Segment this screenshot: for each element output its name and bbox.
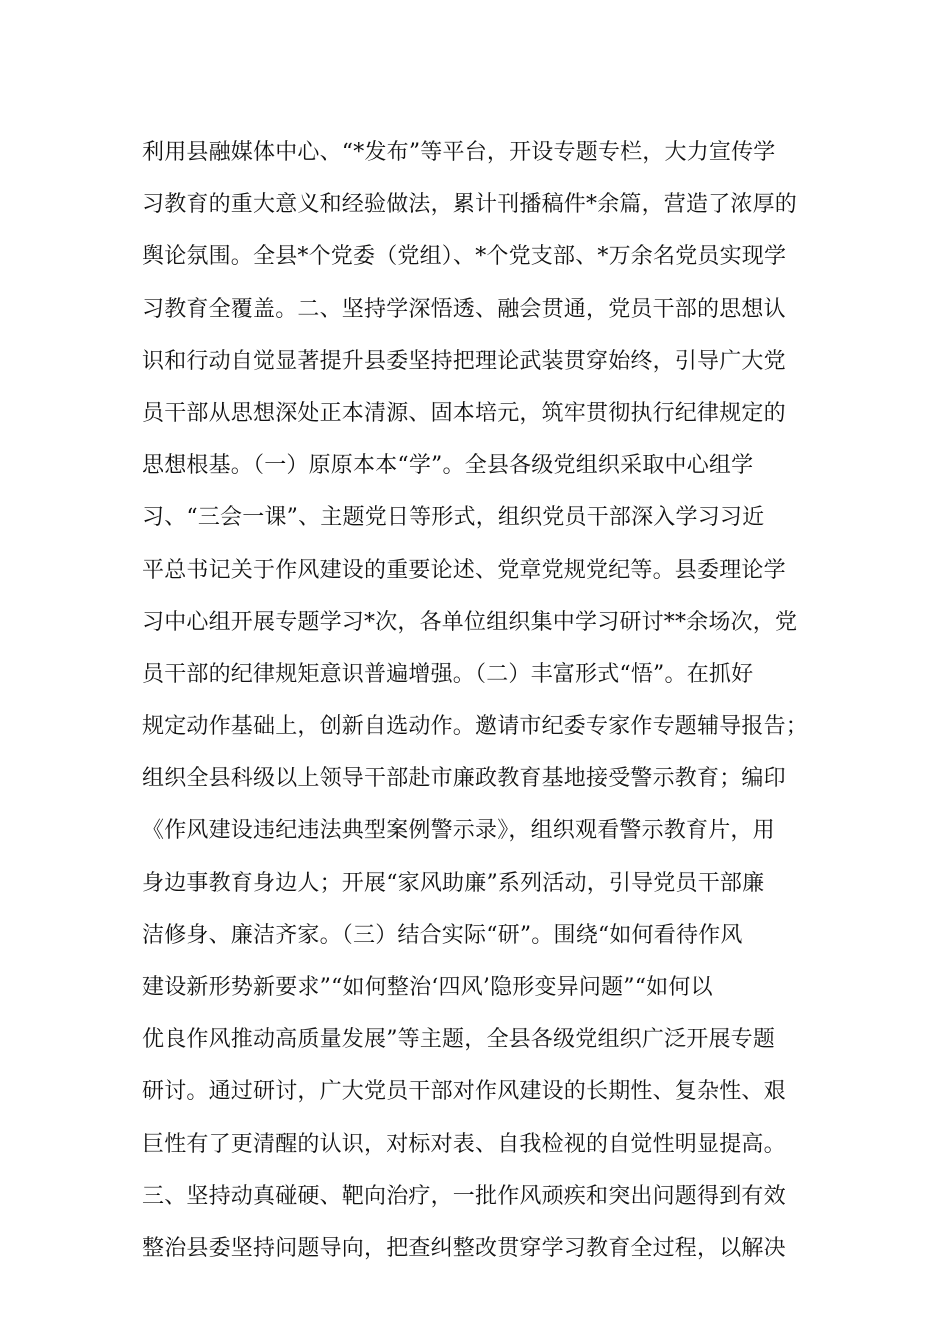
text-line: 利用县融媒体中心、“*发布”等平台，开设专题专栏，大力宣传学 xyxy=(142,140,776,165)
text-line: 习、“三会一课”、主题党日等形式，组织党员干部深入学习习近 xyxy=(142,505,765,531)
text-line: 规定动作基础上，创新自选动作。邀请市纪委专家作专题辅导报告； xyxy=(142,714,809,740)
text-line: 洁修身、廉洁齐家。（三）结合实际“研”。围绕“如何看待作风 xyxy=(142,922,743,948)
text-line: 三、坚持动真碰硬、靶向治疗，一批作风顽疾和突出问题得到有效 xyxy=(142,1183,786,1209)
text-line: 平总书记关于作风建设的重要论述、党章党规党纪等。县委理论学 xyxy=(142,557,786,583)
text-line: 习教育的重大意义和经验做法，累计刊播稿件*余篇，营造了浓厚的 xyxy=(142,192,798,218)
text-line: 组织全县科级以上领导干部赴市廉政教育基地接受警示教育；编印 xyxy=(142,766,786,792)
text-line: 识和行动自觉显著提升县委坚持把理论武装贯穿始终，引导广大党 xyxy=(142,348,786,374)
text-line: 优良作风推动高质量发展”等主题，全县各级党组织广泛开展专题 xyxy=(142,1027,776,1053)
text-line: 身边事教育身边人；开展“家风助廉”系列活动，引导党员干部廉 xyxy=(142,870,765,896)
text-line: 巨性有了更清醒的认识，对标对表、自我检视的自觉性明显提高。 xyxy=(142,1131,786,1157)
text-line: 员干部的纪律规矩意识普遍增强。（二）丰富形式“悟”。在抓好 xyxy=(142,661,754,687)
text-line: 建设新形势新要求”“如何整治‘四风’隐形变异问题”“如何以 xyxy=(142,975,713,1000)
text-line: 研讨。通过研讨，广大党员干部对作风建设的长期性、复杂性、艰 xyxy=(142,1079,786,1105)
text-line: 习中心组开展专题学习*次，各单位组织集中学习研讨**余场次，党 xyxy=(142,609,798,635)
text-line: 思想根基。（一）原原本本“学”。全县各级党组织采取中心组学 xyxy=(142,453,754,479)
text-line: 《作风建设违纪违法典型案例警示录》，组织观看警示教育片，用 xyxy=(142,818,775,844)
text-line: 员干部从思想深处正本清源、固本培元，筑牢贯彻执行纪律规定的 xyxy=(142,400,786,426)
text-line: 习教育全覆盖。二、坚持学深悟透、融会贯通，党员干部的思想认 xyxy=(142,296,786,322)
text-line: 舆论氛围。全县*个党委（党组）、*个党支部、*万余名党员实现学 xyxy=(142,244,787,270)
text-line: 整治县委坚持问题导向，把查纠整改贯穿学习教育全过程，以解决 xyxy=(142,1235,786,1261)
body-text xyxy=(142,127,822,1275)
